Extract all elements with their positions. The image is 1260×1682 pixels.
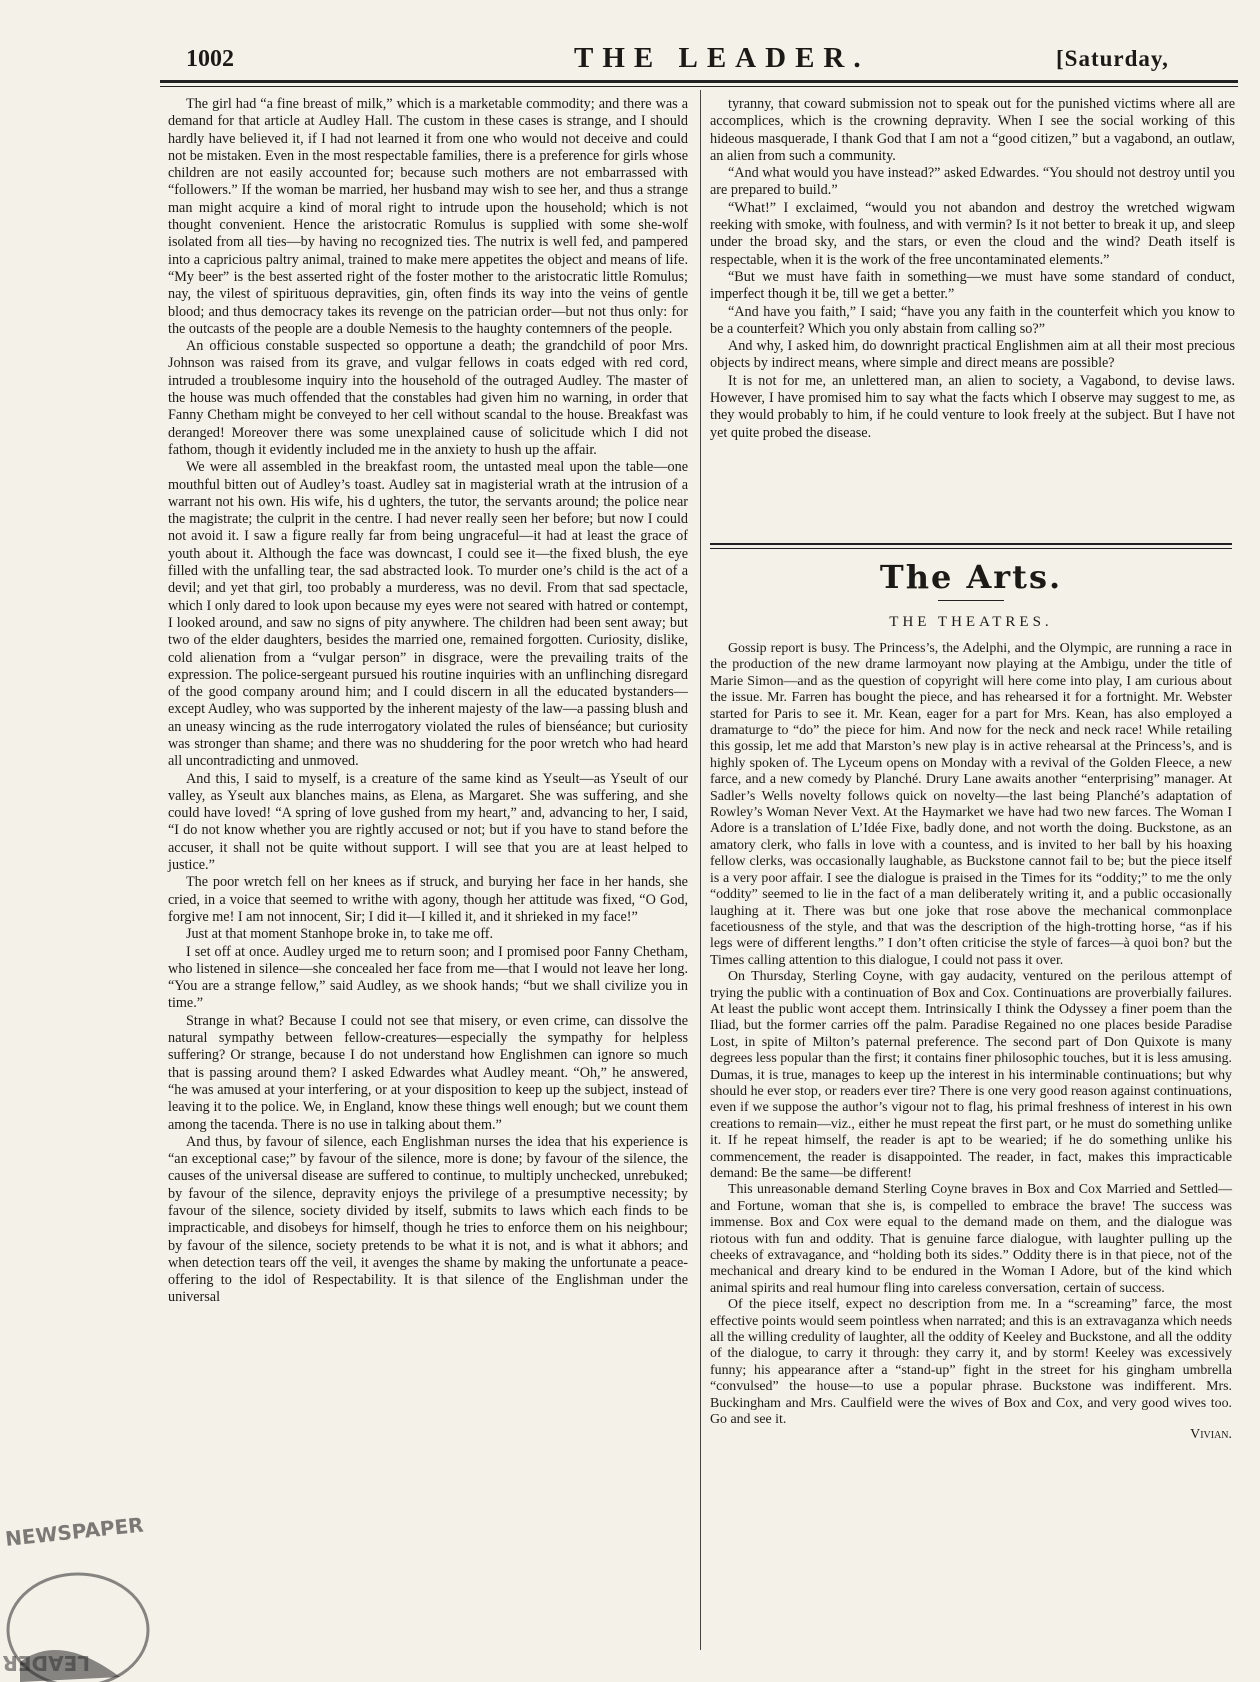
paragraph: The poor wretch fell on her knees as if struck, and burying her face in her hands, she cried, in a voice that seemed to writhe with agony, though her attitude was fixed, “O God, forgive me! I am not innocent, Sir; I did it—I killed it, and it shrieked in my face!” bbox=[168, 874, 688, 925]
library-stamp-icon bbox=[0, 1512, 170, 1682]
paragraph: On Thursday, Sterling Coyne, with gay audacity, ventured on the perilous attempt of trying the public with a continuation of Box and Cox. Continuations are proverbially failures. At least the public wont accept them. Intrinsically I think the Odyssey a finer poem than the Iliad, but the former carries off the palm. Paradise Regained no one places beside Paradise Lost, in spite of Milton’s paternal preference. The second part of Don Quixote is many degrees less popular than the first; it contains finer philosophic touches, but it is less amusing. Dumas, it is true, manages to keep up the interest in his interminable continuations; but why should he ever stop, or readers ever tire? There is one very good reason against continuations, even if we suppose the author’s vigour not to flag, his primal freshness of interest in his own creations to remain—viz., either he must repeat the first part, or he must do something unlike it. If he repeat himself, the reader is apt to be wearied; if he do something unlike his commencement, the reader is disappointed. The reader, in fact, makes this impracticable demand: Be the same—be different! bbox=[710, 969, 1232, 1181]
paragraph: Of the piece itself, expect no description from me. In a “screaming” farce, the most effective points would seem pointless when narrated; and this is an extravaganza which needs all the willing credulity of laughter, all the oddity of Keeley and Buckstone, and all the oddity of the dialogue, to carry it through: they carry it, and by storm! Keeley was excessively funny; his appearance after a “stand-up” fight in the street for his gingham umbrella “convulsed” the house—to use a popular phrase. Buckstone was indifferent. Mrs. Buckingham and Mrs. Caulfield were the wives of Box and Cox, and very good wives too. Go and see it. bbox=[710, 1297, 1232, 1428]
left-column bbox=[168, 96, 688, 1307]
paragraph: And why, I asked him, do downright practical Englishmen aim at all their most precious objects by indirect means, where simple and direct means are possible? bbox=[710, 338, 1235, 372]
issue-day: [Saturday, bbox=[1056, 46, 1169, 71]
stamp-text-mirrored: LEADER bbox=[2, 1651, 90, 1675]
paragraph: And this, I said to myself, is a creature of the same kind as Yseult—as Yseult of our valley, as Yseult aux blanches mains, as Elena, as Margaret. She was suffering, and she could have loved! “A spring of love gushed from my heart,” and, advancing to her, I said, “I do not know whether you are rightly accused or not; but if you have to stand before the accuser, it shall not be quite without support. I will see that you are at least helped to justice.” bbox=[168, 770, 688, 874]
paragraph: This unreasonable demand Sterling Coyne braves in Box and Cox Married and Settled—and Fortune, woman that she is, is compelled to embrace the brave! The success was immense. Box and Cox were equal to the demand made on them, and the dialogue was riotous with fun and oddity. That is genuine farce dialogue, with laughter pulling up the cheeks of extravagance, and “holding both its sides.” Oddity there is in that piece, not of the mechanical and dreary kind to be endured in the Woman I Adore, but of the kind which animal spirits and real humour fling into careless conversation, certain of success. bbox=[710, 1182, 1232, 1296]
author-signature: Vivian. bbox=[1190, 1426, 1232, 1442]
paragraph: We were all assembled in the breakfast room, the untasted meal upon the table—one mouthful bitten out of Audley’s toast. Audley sat in magisterial wrath at the intrusion of a warrant not his own. His wife, his d ughters, the tutor, the servants around; the police near the magistrate; the culprit in the centre. I had never really seen her before; but now I could not avoid it. I saw a figure really far from being ungraceful—it had at least the grace of youth about it. Although the face was downcast, I could see it—the fixed blush, the eye filled with the unfalling tear, the sad abstracted look. To murder one’s child is the act of a devil; and yet that girl, too probably a murderess, was no devil. From that sad spectacle, which I only dared to look upon because my eyes were not seared with hatred or contempt, I looked around, and saw no signs of pity anywhere. The children had been sent away; but two of the elder daughters, besides the married one, remained forgotten. Curiosity, dislike, cold alienation from a “vulgar person” in disgrace, were the prevailing traits of the expression. The police-sergeant pursued his routine inquiries with an unflinching disregard of the good company around him; and I could discern in all the educated bystanders—except Audley, who was supported by the inherent majesty of the law—a passing blush and an uneasy wincing as the rude interrogatory violated the rules of bienséance; but curiosity was stronger than shame; and there was no shuddering for the poor wretch who had heard all uncontradicting and unmoved. bbox=[168, 459, 688, 770]
page-number: 1002 bbox=[186, 46, 234, 72]
paragraph: The girl had “a fine breast of milk,” which is a marketable commodity; and there was a demand for that article at Audley Hall. The custom in these cases is strange, and I should hardly have believed it, if I had not learned it from one who would not deceive and could not be mistaken. Even in the most respectable families, there is a preference for girls whose children are not easily accounted for; because such mothers are not embarrassed with “followers.” If the woman be married, her husband may wish to see her, and thus a strange man might acquire a kind of moral right to intrude upon the household; which is not thought convenient. Hence the aristocratic Romulus is supplied with some she-wolf isolated from all ties—by having no recognized ties. The nutrix is well fed, and pampered into a capricious paltry animal, trained to make mere appetites the object and means of life. “My beer” is the best asserted right of the foster mother to the aristocratic little Romulus; nay, the vilest of spirituous depravities, gin, often finds its way into the veins of gentle blood; and thus democracy takes its revenge on the patrician order—but not thus only: for the outcasts of the people are a double Nemesis to the haughty contemners of the people. bbox=[168, 96, 688, 337]
section-rule bbox=[710, 543, 1232, 545]
paragraph: “But we must have faith in something—we must have some standard of conduct, imperfect though it be, till we get a better.” bbox=[710, 268, 1235, 303]
stamp-text: NEWSPAPER bbox=[4, 1512, 145, 1551]
paragraph: And thus, by favour of silence, each Englishman nurses the idea that his experience is “an exceptional case;” by favour of the silence, more is done; by favour of the silence, the causes of the universal disease are suffered to continue, to multiply unchecked, unrebuked; by favour of the silence, depravity enjoys the privilege of a presumptive necessity; by favour of the silence, society divided by itself, submits to laws which each finds to be impracticable, and disobeys for himself, though he tries to enforce them on his neighbour; by favour of the silence, society pretends to be what it is not, and is what it abhors; and when detection tears off the veil, it avenges the shame by making the unfortunate a peace-offering to the idol of Respectability. It is that silence of the Englishman under the universal bbox=[168, 1133, 688, 1306]
newspaper-title: THE LEADER. bbox=[574, 42, 870, 74]
masthead bbox=[150, 42, 1240, 78]
header-rule-thin bbox=[160, 86, 1238, 87]
header-rule bbox=[160, 80, 1238, 83]
paragraph: Gossip report is busy. The Princess’s, the Adelphi, and the Olympic, are running a race in the production of the new drame larmoyant now playing at the Ambigu, under the title of Marie Simon—and as the question of copyright will here come into play, I am curious about the issue. Mr. Farren has bought the piece, and has rehearsed it for a fortnight. Mr. Webster started for Paris to see it. Mr. Kean, eager for a part for Mrs. Kean, has also employed a dramaturge to “do” the piece for him. And now for the neck and neck race! While retailing this gossip, let me add that Marston’s new play is in active rehearsal at the Princess’s, and is highly spoken of. The Lyceum opens on Monday with a revival of the Golden Fleece, a new farce, and a new comedy by Planché. Drury Lane awaits another “enterprising” manager. At Sadler’s Wells novelty follows quick on novelty—the last being Planché’s adaptation of Rowley’s Woman Never Vext. At the Haymarket we have had two new farces. The Woman I Adore is a translation of L’Idée Fixe, badly done, and not worth the doing. Buckstone, as an amatory clerk, who falls in love with a countess, and is invited to her ball by his hoaxing fellow clerks, was occasionally laughable, as Buckstone cannot fail to be; but the piece itself is a very poor affair. I see the dialogue is praised in the Times for its “oddity;” to me the only “oddity” seemed to lie in the fact of a man deliberately writing it, and a public occasionally laughing at it. There was but one joke that rose above the mechanical commonplace facetiousness of the style, and that was the description of the high-trotting horse, “as if his legs were of different lengths.” I don’t often criticise the style of farces—à quoi bon? but the Times calling attention to this dialogue, I could not pass it over. bbox=[710, 641, 1232, 968]
right-column-top bbox=[710, 96, 1235, 442]
paragraph: “And have you faith,” I said; “have you any faith in the counterfeit which you know to be a counterfeit? Which you only abstain from calling so?” bbox=[710, 303, 1235, 337]
paragraph: “And what would you have instead?” asked Edwardes. “You should not destroy until you are prepared to build.” bbox=[710, 165, 1235, 199]
section-title-rule bbox=[938, 600, 1004, 601]
paragraph: It is not for me, an unlettered man, an alien to society, a Vagabond, to devise laws. However, I have promised him to say what the facts which I observe may suggest to me, as they would probably to him, if he could venture to look freely at the subject. But I have not yet quite probed the disease. bbox=[710, 372, 1235, 441]
section-subhead: THE THEATRES. bbox=[889, 614, 1053, 630]
paragraph: An officious constable suspected so opportune a death; the grandchild of poor Mrs. Johnson was raised from its grave, and vulgar fellows in coats edged with red cord, intruded a troublesome inquiry into the household of the outraged Audley. The master of the house was much offended that the constables had given him no warning, in order that Fanny Chetham might be conveyed to her cell without scandal to the house. Breakfast was deranged! Moreover there was some unexplained cause of solicitude which I did not fathom, though it evidently included me in the anxiety to hush up the affair. bbox=[168, 338, 688, 458]
section-rule-thin bbox=[710, 548, 1232, 549]
arts-column bbox=[710, 641, 1232, 1443]
paragraph: Just at that moment Stanhope broke in, to take me off. bbox=[186, 926, 494, 943]
section-title: The Arts. bbox=[879, 558, 1063, 596]
paragraph: I set off at once. Audley urged me to return soon; and I promised poor Fanny Chetham, who listened in silence—she concealed her face from me—that I would not leave her long. “You are a strange fellow,” said Audley, as we shook hands; “but we shall civilize you in time.” bbox=[168, 943, 688, 1012]
paragraph: “What!” I exclaimed, “would you not abandon and destroy the wretched wigwam reeking with smoke, with foulness, and with vermin? Is it not better to break it up, and sleep under the broad sky, and the stars, or even the cloud and the wind? Death itself is respectable, when it is the work of the free uncontaminated elements.” bbox=[710, 199, 1235, 268]
paragraph: tyranny, that coward submission not to speak out for the punished victims where all are accomplices, which is the crowning depravity. When I see the social working of this hideous masquerade, I thank God that I am not a “good citizen,” but a vagabond, an outlaw, an alien from such a community. bbox=[710, 96, 1235, 164]
column-divider bbox=[700, 90, 701, 1650]
paragraph: Strange in what? Because I could not see that misery, or even crime, can dissolve the natural sympathy between fellow-creatures—especially the sympathy for helpless suffering? Or strange, because I do not understand how Englishmen can ignore so much that is passing around them? I asked Edwardes what Audley meant. “Oh,” he answered, “he was amused at your interfering, or at your disposition to keep up the subject, instead of leaving it to the police. We, in England, know these things well enough; but we count them among the tacenda. There is no use in talking about them.” bbox=[168, 1012, 688, 1133]
